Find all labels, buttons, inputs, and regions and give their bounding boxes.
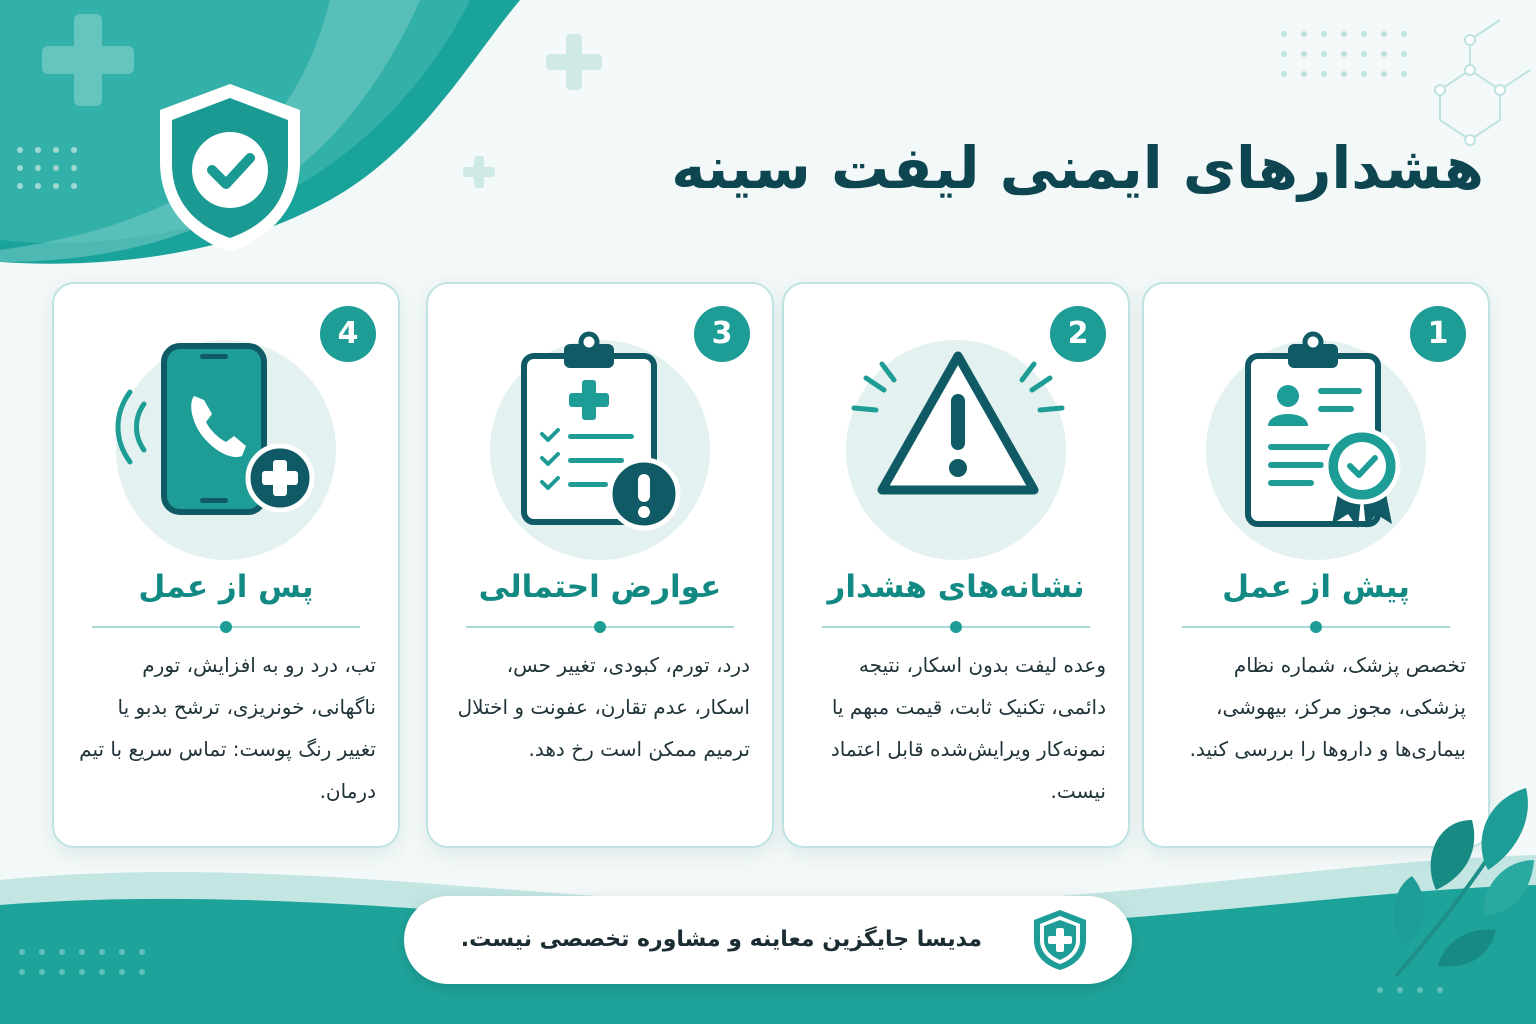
clipboard-certificate-icon bbox=[1144, 284, 1492, 574]
divider bbox=[466, 626, 734, 628]
phone-call-icon bbox=[54, 284, 402, 574]
page-title: هشدارهای ایمنی لیفت سینه bbox=[671, 134, 1484, 202]
divider bbox=[822, 626, 1090, 628]
warning-triangle-icon bbox=[784, 284, 1132, 574]
card-complications bbox=[426, 282, 774, 848]
medical-checklist-icon bbox=[428, 284, 776, 574]
card-body: وعده لیفت بدون اسکار، نتیجه دائمی، تکنیک ثابت، قیمت مبهم یا نمونه‌کار ویرایش‌شده قابل اعتماد نیست. bbox=[830, 653, 1106, 803]
leaf-icon bbox=[1376, 780, 1536, 980]
card-body: تب، درد رو به افزایش، تورم ناگهانی، خونریزی، ترشح بدبو یا تغییر رنگ پوست: تماس سریع با تیم درمان. bbox=[79, 653, 376, 803]
card-post-op bbox=[52, 282, 400, 848]
step-number-badge: 1 bbox=[1410, 306, 1466, 362]
disclaimer-text: مدیسا جایگزین معاینه و مشاوره تخصصی نیست. bbox=[460, 927, 982, 952]
card-title: عوارض احتمالی bbox=[478, 569, 722, 605]
step-number-badge: 4 bbox=[320, 306, 376, 362]
step-number-badge: 3 bbox=[694, 306, 750, 362]
shield-check-icon bbox=[150, 80, 310, 256]
card-body: تخصص پزشک، شماره نظام پزشکی، مجوز مرکز، بیهوشی، بیماری‌ها و داروها را بررسی کنید. bbox=[1189, 653, 1466, 761]
card-title: نشانه‌های هشدار bbox=[827, 569, 1085, 605]
shield-plus-icon bbox=[1028, 908, 1092, 972]
divider bbox=[92, 626, 360, 628]
card-title: پیش از عمل bbox=[1222, 569, 1410, 605]
card-pre-op bbox=[1142, 282, 1490, 848]
disclaimer-banner bbox=[404, 896, 1132, 984]
card-body: درد، تورم، کبودی، تغییر حس، اسکار، عدم تقارن، عفونت و اختلال ترمیم ممکن است رخ دهد. bbox=[457, 653, 750, 761]
divider bbox=[1182, 626, 1450, 628]
card-title: پس از عمل bbox=[138, 569, 314, 605]
card-warning-signs bbox=[782, 282, 1130, 848]
step-number-badge: 2 bbox=[1050, 306, 1106, 362]
